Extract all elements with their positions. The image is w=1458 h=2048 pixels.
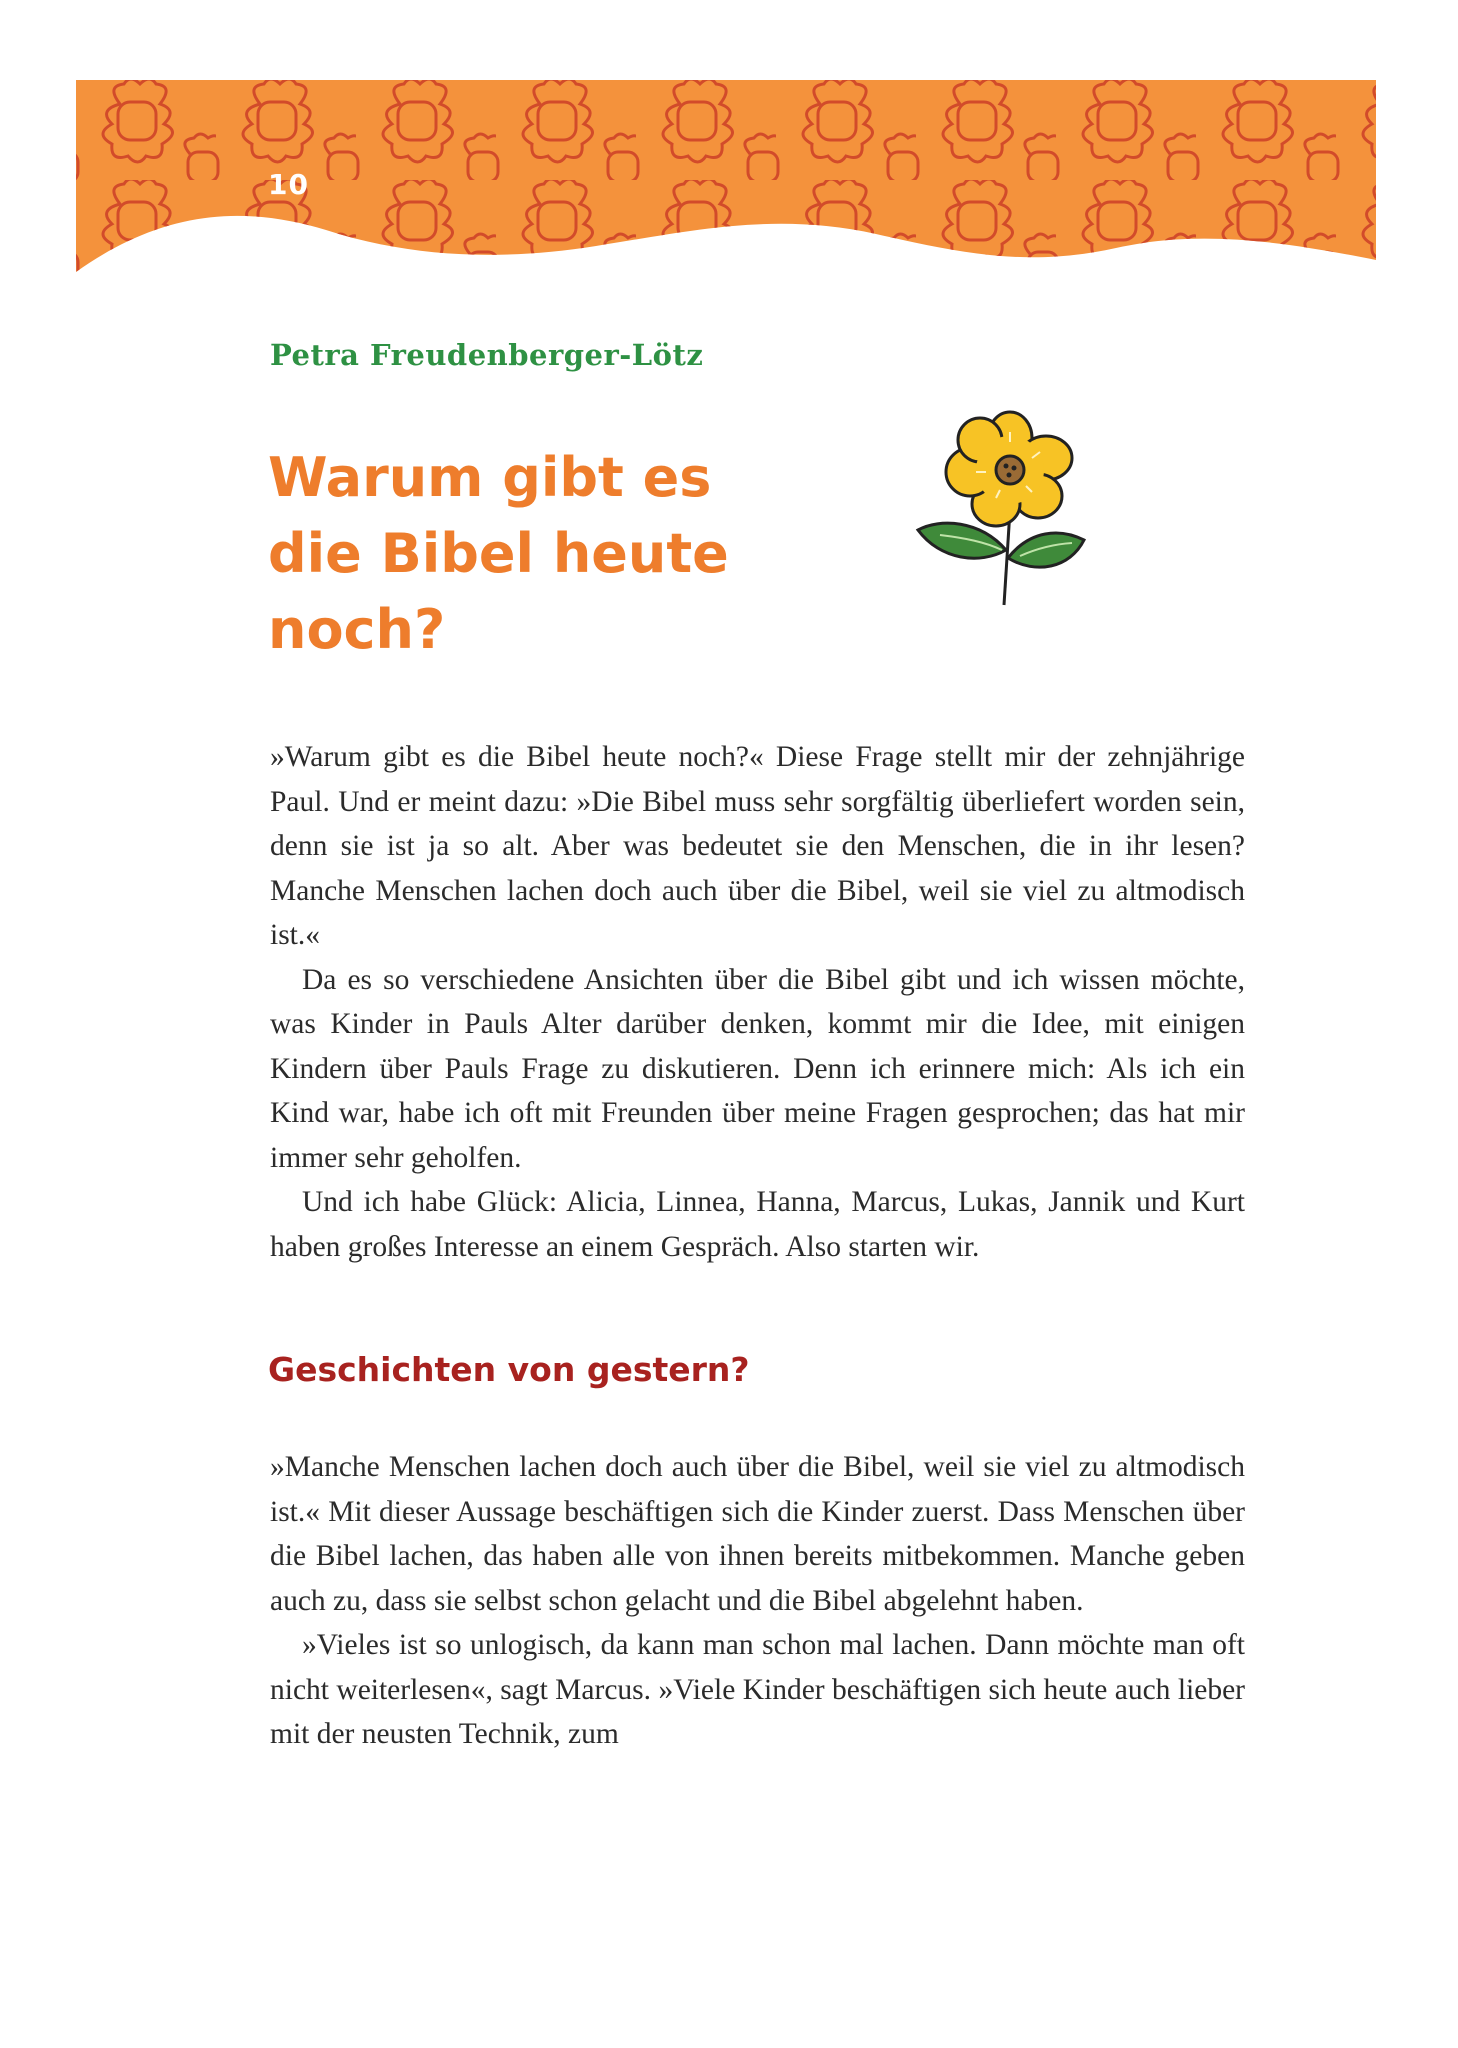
- flower-icon: [910, 400, 1090, 610]
- intro-text: [270, 735, 1245, 1269]
- intro-paragraph-3: Und ich habe Glück: Alicia, Linnea, Hanna, Marcus, Lukas, Jannik und Kurt haben großes Interesse an einem Gespräch. Also starten wir.: [270, 1186, 1245, 1263]
- section-paragraph-1: »Manche Menschen lachen doch auch über die Bibel, weil sie viel zu altmodisch ist.« Mit dieser Aussage beschäftigen sich die Kinder zuerst. Dass Menschen über die Bibel lachen, das haben alle von ihnen bereits mitbekommen. Manche geben auch zu, dass sie selbst schon gelacht und die Bibel abgelehnt haben.: [270, 1451, 1245, 1617]
- intro-paragraph-1: »Warum gibt es die Bibel heute noch?« Diese Frage stellt mir der zehnjährige Paul. Und er meint dazu: »Die Bibel muss sehr sorgfältig überliefert worden sein, denn sie ist ja so alt. Aber was bedeutet sie den Menschen, die in ihr lesen? Manche Menschen lachen doch auch über die Bibel, weil sie viel zu altmodisch ist.«: [270, 741, 1245, 951]
- chapter-title-line-1: Warum gibt es: [268, 446, 712, 509]
- section-text: [270, 1445, 1245, 1757]
- chapter-title: [268, 440, 888, 668]
- section-heading: Geschichten von gestern?: [268, 1350, 750, 1389]
- intro-paragraph-2: Da es so verschiedene Ansichten über die Bibel gibt und ich wissen möchte, was Kinder in Pauls Alter darüber denken, kommt mir die Idee, mit einigen Kindern über Pauls Frage zu diskutieren. Denn ich erinnere mich: Als ich ein Kind war, habe ich oft mit Freunden über meine Fragen gesprochen; das hat mir immer sehr geholfen.: [270, 963, 1245, 1174]
- page-number: 10: [268, 168, 309, 201]
- author-name: Petra Freudenberger-Lötz: [270, 338, 704, 372]
- section-paragraph-2: »Vieles ist so unlogisch, da kann man schon mal lachen. Dann möchte man oft nicht weiterlesen«, sagt Marcus. »Viele Kinder beschäftigen sich heute auch lieber mit der neusten Technik, zum: [270, 1629, 1245, 1750]
- chapter-title-line-2: die Bibel heute noch?: [268, 522, 729, 661]
